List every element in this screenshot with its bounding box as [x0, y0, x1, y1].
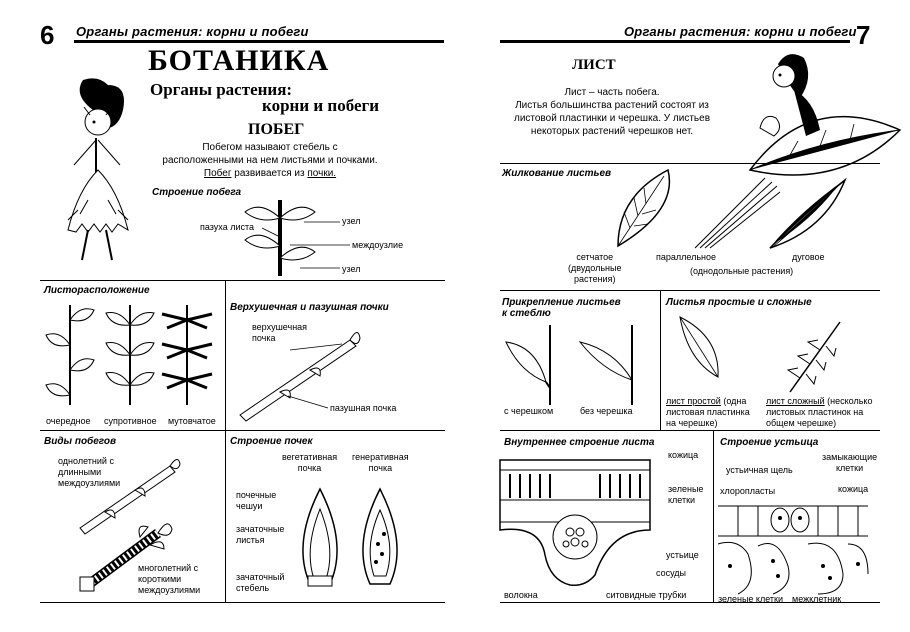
- divider: [40, 602, 445, 603]
- simple-compound-title: Листья простые и сложные: [666, 297, 812, 308]
- vessels-label: сосуды: [656, 568, 687, 578]
- compound-leaf-caption: [766, 396, 872, 429]
- apical-bud-label-1: верхушечная: [252, 322, 308, 332]
- simple-caption-3: на черешке): [666, 418, 718, 428]
- stoma-cross-section-drawing: [718, 496, 876, 594]
- scales-label-2: чешуи: [236, 501, 263, 511]
- internal-skin-label: кожица: [668, 450, 699, 460]
- phyllotaxis-drawings: [42, 300, 222, 410]
- phyllotaxis-title: Листорасположение: [44, 285, 150, 296]
- compound-caption-3: общем черешке): [766, 418, 837, 428]
- divider: [500, 290, 880, 291]
- header-rule: [500, 40, 850, 43]
- divider: [40, 280, 445, 281]
- leaves-label-2: листья: [236, 535, 265, 545]
- intro-word-3: стебель с: [293, 142, 338, 153]
- right-page: [470, 0, 910, 632]
- twig-drawing: [230, 330, 370, 420]
- generative-bud-label: [352, 452, 409, 474]
- net-label: сетчатое: [576, 252, 614, 262]
- attachment-title-2: к стеблю: [502, 308, 551, 319]
- intro-word-2: называют: [244, 142, 291, 153]
- simple-caption-2: листовая пластинка: [666, 407, 750, 417]
- stoma-green-cells-label: зеленые клетки: [718, 594, 784, 604]
- leaves-label-1: зачаточные: [236, 524, 285, 534]
- intercellular-space-label: межклетник: [792, 594, 842, 604]
- vegetative-label-2: почка: [297, 463, 322, 473]
- stem-label: [236, 572, 284, 594]
- intro-shoot-underlined: Побег: [203, 168, 232, 179]
- sieve-tubes-label: ситовидные трубки: [606, 590, 687, 600]
- perennial-label-2: короткими: [138, 574, 182, 584]
- section-title: ПОБЕГ: [248, 121, 305, 138]
- annual-label-2: длинными: [58, 467, 102, 477]
- perennial-label-3: междоузлиями: [138, 585, 201, 595]
- stem-label-2: стебель: [236, 583, 270, 593]
- petiolate-label: с черешком: [504, 406, 554, 416]
- net-venation-label: [568, 252, 621, 285]
- buds-position-title: Верхушечная и пазушная почки: [230, 302, 389, 313]
- simple-leaf-caption: [666, 396, 750, 429]
- parallel-venation-label: параллельное: [656, 252, 717, 262]
- apical-bud-label-2: почка: [252, 333, 276, 343]
- venation-drawings: [610, 168, 850, 250]
- divider: [500, 430, 880, 431]
- leaf-title: ЛИСТ: [572, 57, 616, 73]
- divider: [500, 163, 880, 164]
- subtitle-line-1: Органы растения:: [150, 80, 293, 99]
- shoot-types-title: Виды побегов: [44, 436, 117, 447]
- attachment-drawings: [500, 320, 660, 410]
- divider: [713, 430, 714, 602]
- compound-caption-2: листовых пластинок на: [766, 407, 864, 417]
- stem-label-1: зачаточный: [236, 572, 285, 582]
- attachment-title-1: Прикрепление листьев: [502, 297, 621, 308]
- green-cells-2: клетки: [668, 495, 696, 505]
- bud-sections-drawing: [290, 484, 420, 594]
- leaf-intro-line-1: Лист – часть побега.: [564, 87, 660, 98]
- bud-structure-title: Строение почек: [230, 436, 313, 447]
- intro-bud-underlined: почки.: [307, 168, 337, 179]
- perennial-label: [138, 563, 200, 596]
- internode-label: междоузлие: [352, 240, 404, 250]
- guard-cells-1: замыкающие: [822, 452, 878, 462]
- axil-label: пазуха листа: [200, 222, 255, 232]
- generative-label-1: генеративная: [352, 452, 409, 462]
- scales-label: [236, 490, 276, 512]
- opposite-label: супротивное: [104, 416, 157, 426]
- leaf-intro-line-3: листовой пластинки и черешка. У листьев: [513, 113, 711, 124]
- green-cells-1: зеленые: [668, 484, 704, 494]
- node-label-2: узел: [342, 264, 361, 274]
- chloroplasts-label: хлоропласты: [720, 486, 776, 496]
- sessile-label: без черешка: [580, 406, 633, 416]
- intro-word-1: Побегом: [202, 142, 243, 153]
- simple-leaf-term: лист простой: [666, 396, 721, 406]
- subtitle-line-2: корни и побеги: [262, 96, 380, 115]
- leaf-cross-section-drawing: [500, 452, 665, 592]
- stoma-skin-label: кожица: [838, 484, 869, 494]
- attachment-title: [502, 297, 621, 319]
- page-number: 7: [856, 20, 871, 50]
- divider: [40, 430, 445, 431]
- leaves-label: [236, 524, 284, 546]
- intro-word-4: развивается из: [234, 168, 305, 179]
- alternate-label: очередное: [46, 416, 91, 426]
- running-header: Органы растения: корни и побеги: [624, 24, 857, 39]
- monocot-note: (однодольные растения): [690, 266, 794, 276]
- internal-structure-title: Внутреннее строение листа: [504, 437, 655, 448]
- structure-title: Строение побега: [152, 187, 242, 198]
- page-number: 6: [40, 20, 55, 50]
- leaf-intro-line-4: некоторых растений черешков нет.: [530, 126, 694, 137]
- compound-caption-1: (несколько: [827, 396, 873, 406]
- scales-label-1: почечные: [236, 490, 277, 500]
- guard-cells-2: клетки: [836, 463, 864, 473]
- vegetative-label-1: вегетативная: [282, 452, 338, 462]
- running-header: Органы растения: корни и побеги: [76, 24, 309, 39]
- leaf-intro-text: [494, 86, 730, 138]
- main-title: БОТАНИКА: [148, 44, 330, 77]
- compound-leaf-term: лист сложный: [766, 396, 825, 406]
- generative-label-2: почка: [368, 463, 393, 473]
- venation-title: Жилкование листьев: [502, 168, 612, 179]
- internal-stoma-label: устьице: [666, 550, 699, 560]
- divider: [660, 290, 661, 430]
- net-note-2: растения): [574, 274, 616, 284]
- internal-green-cells-label: [668, 484, 703, 506]
- node-label: узел: [342, 216, 361, 226]
- annual-label-3: междоузлиями: [58, 478, 121, 488]
- stoma-structure-title: Строение устьица: [720, 437, 819, 448]
- leaf-intro-line-2: Листья большинства растений состоят из: [515, 100, 709, 111]
- annual-label-1: однолетний с: [58, 456, 114, 466]
- net-note-1: (двудольные: [568, 263, 622, 273]
- simple-compound-drawings: [670, 312, 880, 397]
- whorled-label: мутовчатое: [168, 416, 216, 426]
- axillary-bud-label: пазушная почка: [330, 403, 397, 413]
- arc-venation-label: дуговое: [792, 252, 825, 262]
- divider: [225, 280, 226, 602]
- slit-label: устьичная щель: [726, 465, 793, 475]
- vegetative-bud-label: [282, 452, 337, 474]
- simple-caption-1: (одна: [723, 396, 747, 406]
- guard-cells-label: [822, 452, 877, 474]
- intro-line-2: расположенными на нем листьями и почками.: [162, 155, 378, 166]
- perennial-label-1: многолетний с: [138, 563, 199, 573]
- fibers-label: волокна: [504, 590, 538, 600]
